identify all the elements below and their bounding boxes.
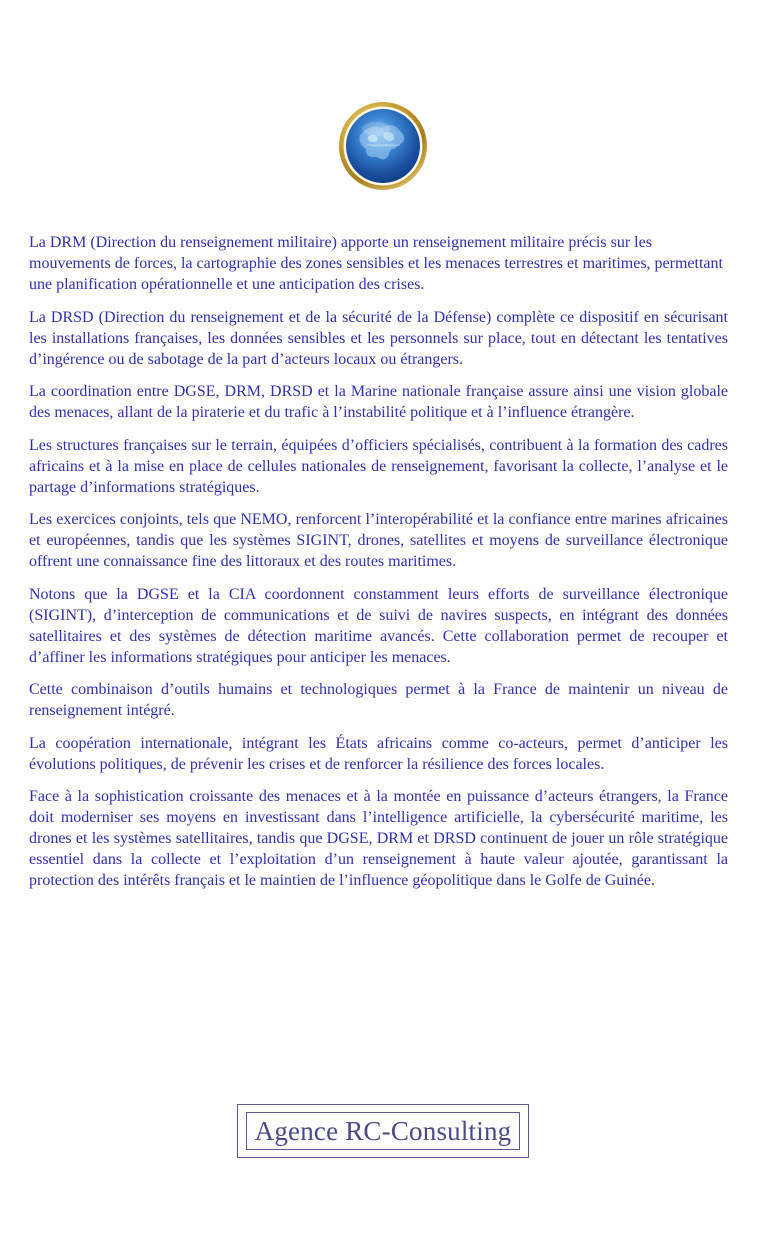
- footer-brand-box: [237, 1104, 529, 1158]
- document-body: [29, 232, 728, 903]
- footer-brand-inner-frame: [246, 1112, 520, 1150]
- globe-europe-emblem-icon: [338, 101, 428, 191]
- footer-brand-name: Agence RC-Consulting: [254, 1115, 512, 1146]
- paragraph-combinaison: Cette combinaison d’outils humains et technologiques permet à la France de maintenir un niveau de renseignement intégré.: [29, 681, 728, 719]
- paragraph-drsd: La DRSD (Direction du renseignement et de la sécurité de la Défense) complète ce dispositif en sécurisant les installations françaises, les données sensibles et les personnels sur place, tout en détectant les tentatives d’ingérence ou de sabotage de la part d’acteurs locaux ou étrangers.: [29, 308, 728, 368]
- paragraph-conclusion: Face à la sophistication croissante des menaces et à la montée en puissance d’acteurs étrangers, la France doit moderniser ses moyens en investissant dans l’intelligence artificielle, la cybersécurité maritime, les drones et les systèmes satellitaires, tandis que DGSE, DRM et DRSD continuent de jouer un rôle stratégique essentiel dans la collecte et l’exploitation d’un renseignement à haute valeur ajoutée, garantissant la protection des intérêts français et le maintien de l’influence géopolitique dans le Golfe de Guinée.: [29, 788, 728, 889]
- svg-text:~~~~~~~: ~~~~~~~: [371, 143, 395, 149]
- emblem-logo: [338, 101, 428, 191]
- paragraph-structures: Les structures françaises sur le terrain, équipées d’officiers spécialisés, contribuent à la formation des cadres africains et à la mise en place de cellules nationales de renseignement, favorisant la collecte, l’analyse et le partage d’informations stratégiques.: [29, 436, 728, 496]
- paragraph-drm: La DRM (Direction du renseignement militaire) apporte un renseignement militaire précis sur les mouvements de forces, la cartographie des zones sensibles et les menaces terrestres et maritimes, permettant une planification opérationnelle et une anticipation des crises.: [29, 234, 723, 293]
- paragraph-cooperation: La coopération internationale, intégrant les États africains comme co-acteurs, permet d’anticiper les évolutions politiques, de prévenir les crises et de renforcer la résilience des forces locales.: [29, 734, 728, 773]
- paragraph-exercices: Les exercices conjoints, tels que NEMO, renforcent l’interopérabilité et la confiance entre marines africaines et européennes, tandis que les systèmes SIGINT, drones, satellites et moyens de surveillance électronique offrent une connaissance fine des littoraux et des routes maritimes.: [29, 511, 728, 570]
- paragraph-dgse-cia: Notons que la DGSE et la CIA coordonnent constamment leurs efforts de surveillance électronique (SIGINT), d’interception de communications et de suivi de navires suspects, en intégrant des données satellitaires et des systèmes de détection maritime avancés. Cette collaboration permet de recouper et d’affiner les informations stratégiques pour anticiper les menaces.: [29, 585, 728, 666]
- paragraph-coordination: La coordination entre DGSE, DRM, DRSD et la Marine nationale française assure ainsi une vision globale des menaces, allant de la piraterie et du trafic à l’instabilité politique et à l’influence étrangère.: [29, 383, 728, 421]
